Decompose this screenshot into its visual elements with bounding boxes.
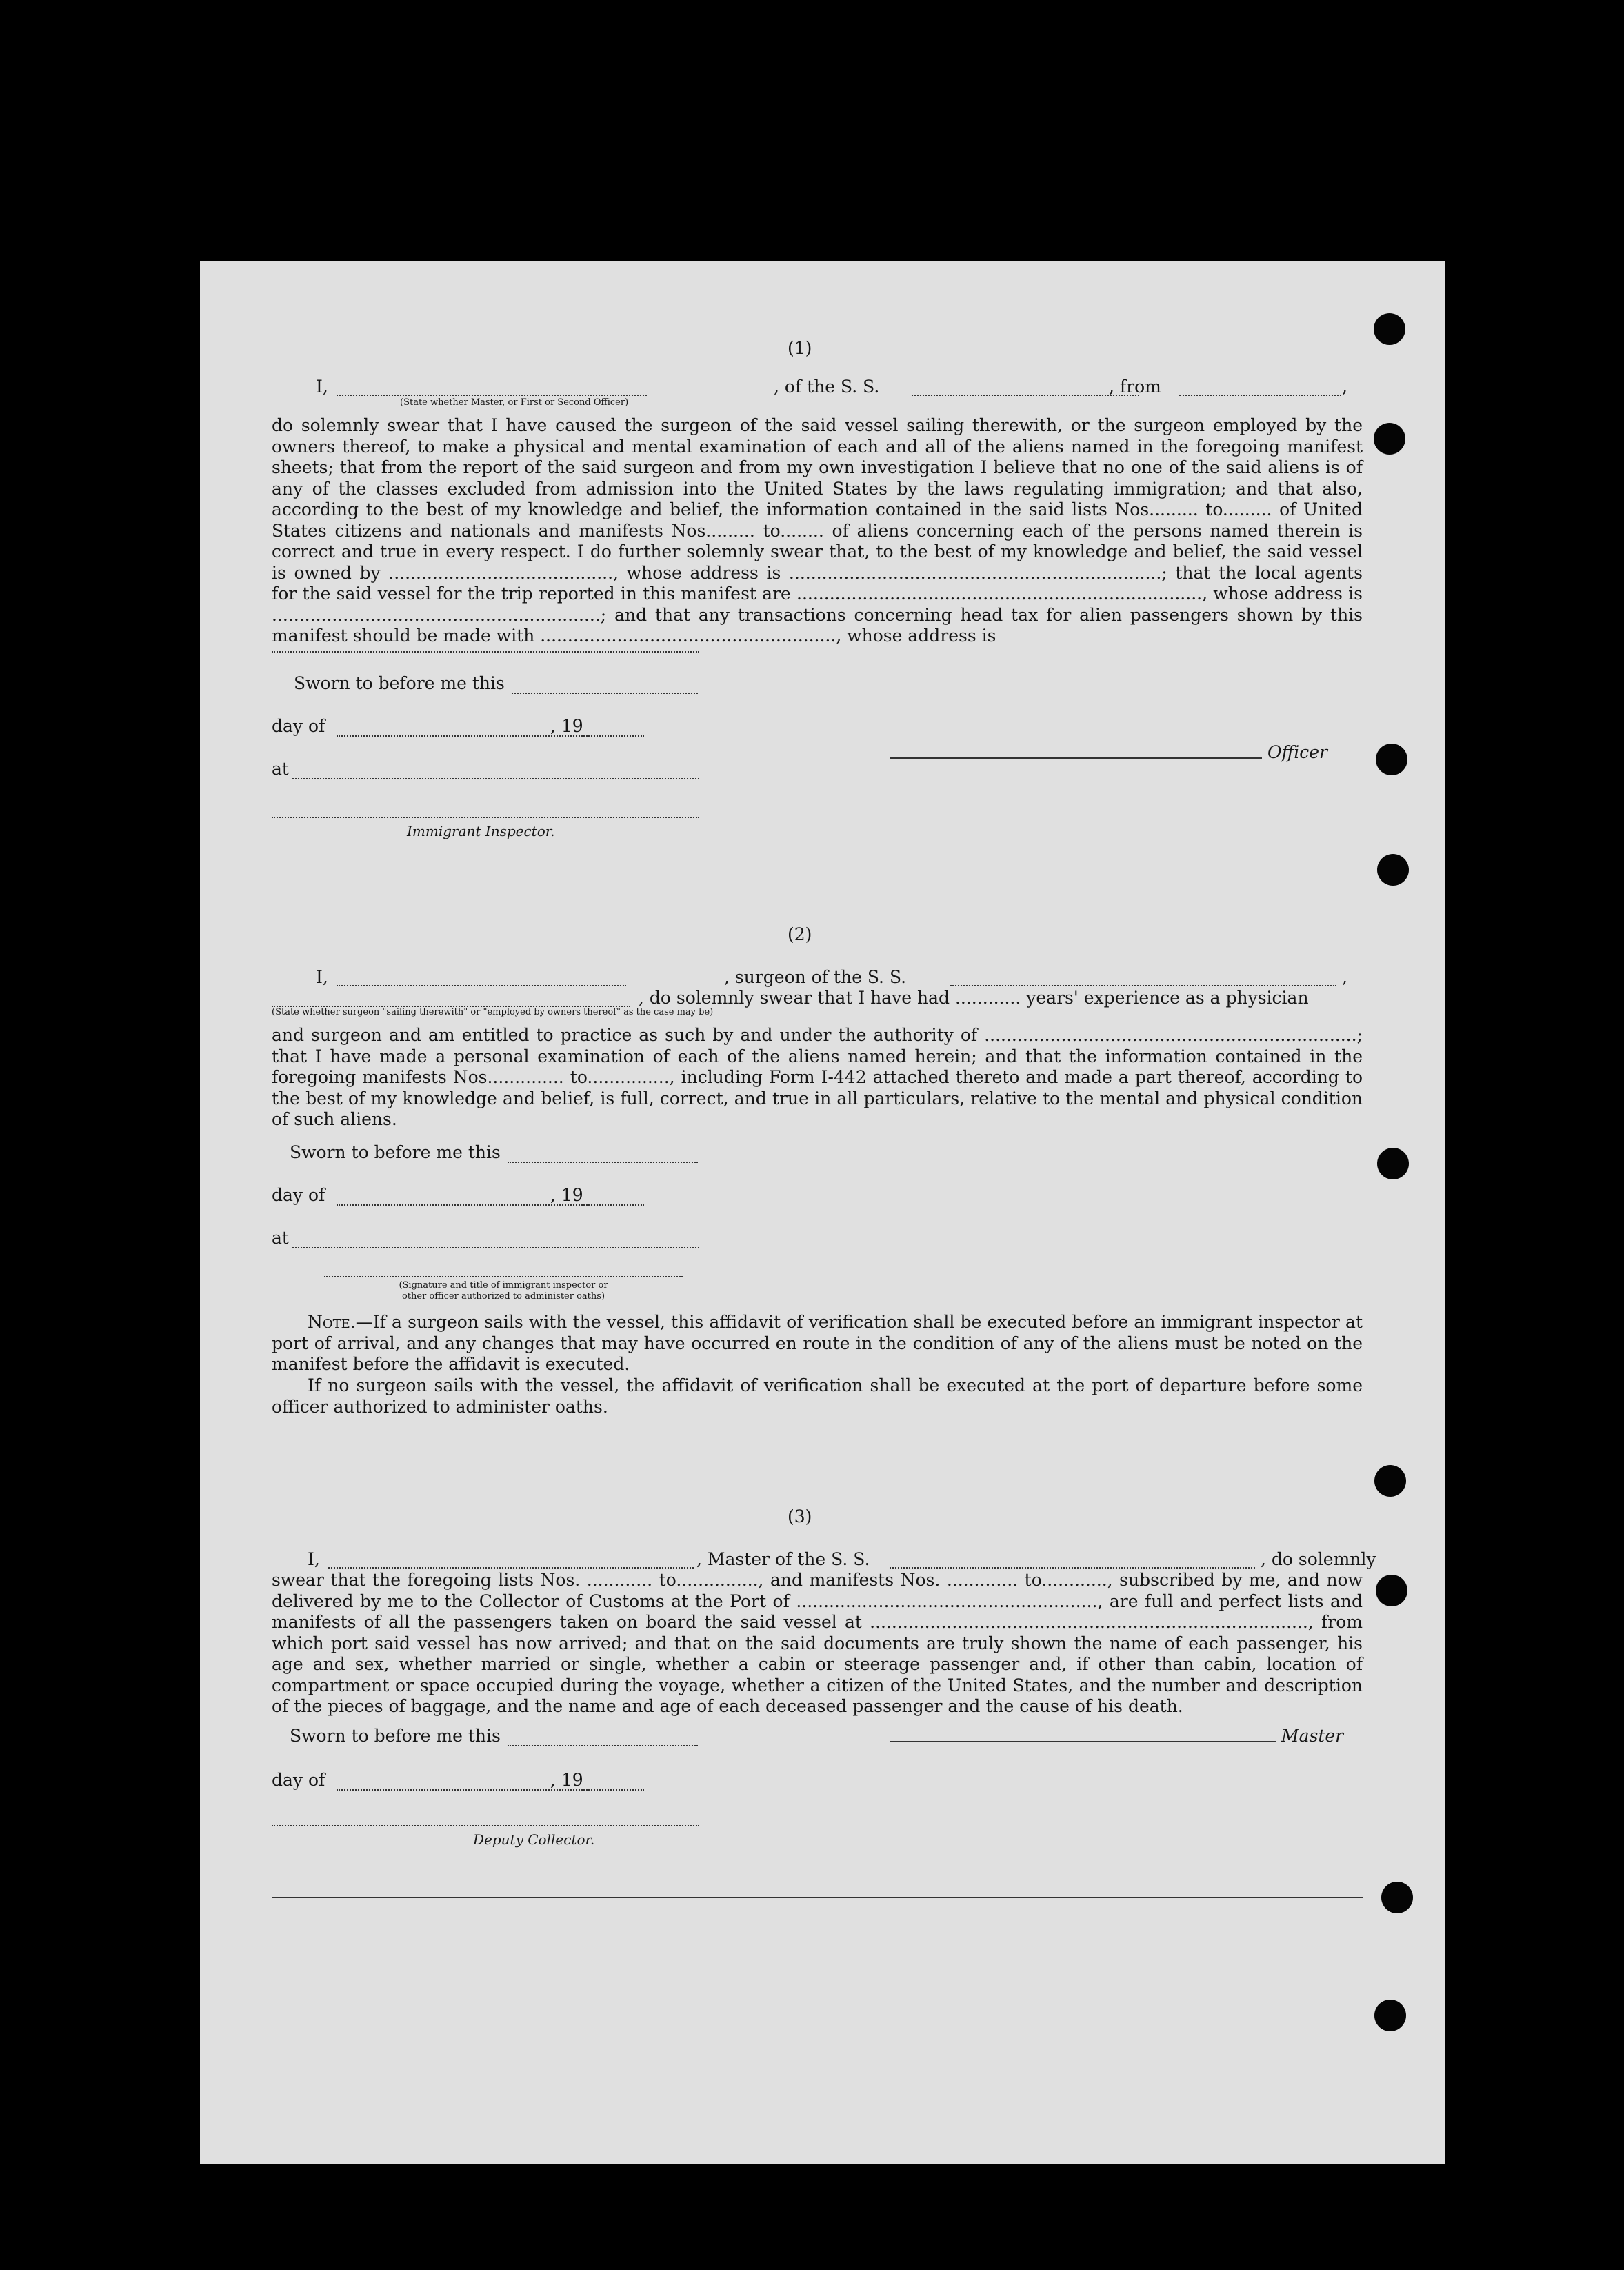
- note-text: —If a surgeon sails with the vessel, this affidavit of verification shall be executed before an immigrant inspector at port of arrival, and any changes that may have occurred en route in the condition of any of the aliens must be noted on the manifest before the affidavit is executed.: [272, 1312, 1363, 1374]
- day-of-label: day of: [272, 1770, 325, 1790]
- section-number: (1): [788, 338, 812, 358]
- signature-caption: (Signature and title of immigrant inspector or: [399, 1280, 608, 1291]
- year-label: , 19: [550, 1185, 583, 1205]
- punch-hole: [1377, 1148, 1409, 1179]
- blank-line: [337, 1789, 585, 1791]
- surgeon-caption: (State whether surgeon "sailing therewith" or "employed by owners thereof" as the case may be): [272, 1007, 714, 1017]
- blank-line: [1179, 395, 1341, 396]
- master-label: Master: [1281, 1726, 1344, 1746]
- blank-line: [337, 735, 585, 737]
- bottom-rule: [272, 1897, 1363, 1898]
- signature-caption: other officer authorized to administer oaths): [401, 1291, 605, 1302]
- signature-line: [324, 1276, 683, 1277]
- punch-hole: [1381, 1882, 1413, 1913]
- deputy-collector-label: Deputy Collector.: [473, 1831, 595, 1848]
- blank-line: [272, 651, 699, 653]
- surgeon-intro: I,: [316, 967, 328, 987]
- master-signature-line: [890, 1741, 1276, 1742]
- blank-line: [950, 985, 1336, 986]
- section-number: (3): [788, 1506, 812, 1526]
- blank-line: [292, 1247, 699, 1248]
- blank-line: [890, 1567, 1255, 1569]
- blank-line: [912, 395, 1139, 396]
- blank-line: [337, 985, 626, 986]
- inspector-label: Immigrant Inspector.: [407, 823, 555, 839]
- officer-signature-line: [890, 757, 1262, 759]
- manifest-page: [200, 261, 1445, 2164]
- year-label: , 19: [550, 716, 583, 736]
- blank-line: [586, 1789, 644, 1791]
- sworn-label: Sworn to before me this: [294, 673, 505, 693]
- officer-label: Officer: [1267, 742, 1327, 762]
- surgeon-oath-line: , do solemnly swear that I have had ............ years' experience as a physician: [639, 988, 1309, 1008]
- blank-line: [586, 735, 644, 737]
- blank-line: [508, 1162, 698, 1163]
- solemnly-label: , do solemnly: [1261, 1549, 1376, 1569]
- blank-line: [512, 693, 698, 694]
- note-paragraph: [272, 1375, 1363, 1417]
- punch-hole: [1376, 744, 1407, 775]
- at-label: at: [272, 759, 289, 779]
- year-label: , 19: [550, 1770, 583, 1790]
- punch-hole: [1374, 423, 1405, 455]
- blank-line: [328, 1567, 694, 1569]
- of-ss-label: , of the S. S.: [774, 377, 880, 397]
- blank-line: [337, 395, 647, 396]
- signature-line: [272, 817, 699, 818]
- master-of-ss-label: , Master of the S. S.: [696, 1549, 870, 1569]
- note-paragraph: [272, 1312, 1363, 1375]
- line-end: ,: [1342, 967, 1347, 987]
- note-text: If no surgeon sails with the vessel, the affidavit of verification shall be executed at the port of departure before some officer authorized to administer oaths.: [272, 1375, 1363, 1417]
- punch-hole: [1376, 1575, 1407, 1606]
- blank-line: [508, 1745, 698, 1746]
- signature-line: [272, 1825, 699, 1826]
- master-oath-text: do solemnly swear that I have caused the surgeon of the said vessel sailing therewith, or the surgeon employed by the owners thereof, to make a physical and mental examination of each and all of the aliens named in the foregoing manifest sheets; that from the report of the said surgeon and from my own investigation I believe that no one of the said aliens is of any of the classes excluded from admission into the United States by the laws regulating immigration; and that also, according to the best of my knowledge and belief, the information contained in the said lists Nos......... to......... of United States citizens and nationals and manifests Nos......... to........ of aliens concerning each of the persons named therein is correct and true in every respect. I do further solemnly swear that, to the best of my knowledge and belief, the said vessel is owned by ........................................., whose address is ....................................................................; that the local agents for the said vessel for the trip reported in this manifest are .........................................................................., whose address is ............................................................; and that any transactions concerning head tax for alien passengers shown by this manifest should be made with ......................................................, whose address is: [272, 415, 1363, 646]
- punch-hole: [1374, 1465, 1406, 1497]
- punch-hole: [1374, 313, 1405, 345]
- oath-intro: I,: [316, 377, 328, 397]
- sworn-label: Sworn to before me this: [290, 1142, 501, 1162]
- blank-line: [292, 778, 699, 779]
- punch-hole: [1377, 854, 1409, 886]
- line-end: ,: [1342, 377, 1347, 397]
- surgeon-oath-text: and surgeon and am entitled to practice as such by and under the authority of ....................................................................; that I have made a personal examination of each of the aliens named herein; and that the information contained in the foregoing manifests Nos.............. to..............., including Form I-442 attached thereto and made a part thereof, according to the best of my knowledge and belief, is full, correct, and true in all particulars, relative to the mental and physical condition of such aliens.: [272, 1025, 1363, 1129]
- day-of-label: day of: [272, 716, 325, 736]
- master-intro: I,: [308, 1549, 320, 1569]
- blank-line: [337, 1204, 585, 1206]
- surgeon-of-ss-label: , surgeon of the S. S.: [724, 967, 907, 987]
- sworn-label: Sworn to before me this: [290, 1726, 501, 1746]
- role-caption: (State whether Master, or First or Second Officer): [400, 397, 629, 408]
- day-of-label: day of: [272, 1185, 325, 1205]
- blank-line: [586, 1204, 644, 1206]
- from-label: , from: [1109, 377, 1161, 397]
- note-label: Note.: [308, 1312, 356, 1332]
- master-declaration-text: swear that the foregoing lists Nos. ............ to..............., and manifests Nos. ............. to............, subscribed by me, and now delivered by me to the Collector of Customs at the Port of ......................................................., are full and perfect lists and manifests of all the passengers taken on board the said vessel at ................................................................................, from which port said vessel has now arrived; and that on the said documents are truly shown the name of each passenger, his age and sex, whether married or single, whether a cabin or steerage passenger and, if other than cabin, location of compartment or space occupied during the voyage, whether a citizen of the United States, and the number and description of the pieces of baggage, and the name and age of each deceased passenger and the cause of his death.: [272, 1570, 1363, 1716]
- section-number: (2): [788, 924, 812, 944]
- punch-hole: [1374, 2000, 1406, 2031]
- at-label: at: [272, 1228, 289, 1248]
